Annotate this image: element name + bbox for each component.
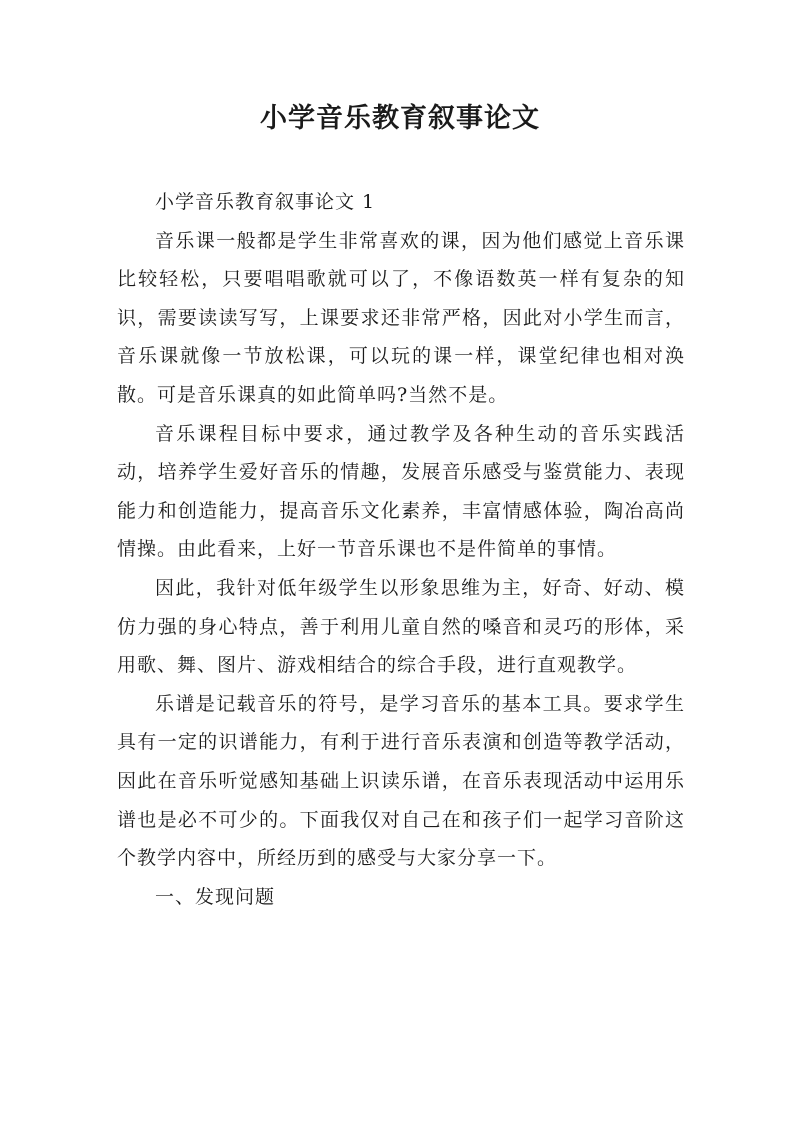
body-paragraph-1: 音乐课一般都是学生非常喜欢的课，因为他们感觉上音乐课比较轻松，只要唱唱歌就可以了，不像语数英一样有复杂的知识，需要读读写写，上课要求还非常严格，因此对小学生而言，音乐课就像一节放松课，可以玩的课一样，课堂纪律也相对涣散。可是音乐课真的如此简单吗?当然不是。: [117, 229, 685, 406]
document-title: 小学音乐教育叙事论文: [260, 103, 540, 134]
body-paragraph-2: 音乐课程目标中要求，通过教学及各种生动的音乐实践活动，培养学生爱好音乐的情趣，发展音乐感受与鉴赏能力、表现能力和创造能力，提高音乐文化素养，丰富情感体验，陶冶高尚情操。由此看来，上好一节音乐课也不是件简单的事情。: [117, 422, 685, 561]
document-body: [117, 183, 685, 916]
section-heading: 一、发现问题: [155, 885, 276, 908]
section-subtitle: 小学音乐教育叙事论文 1: [155, 191, 376, 213]
body-paragraph-3: 因此，我针对低年级学生以形象思维为主，好奇、好动、模仿力强的身心特点，善于利用儿童自然的嗓音和灵巧的形体，采用歌、舞、图片、游戏相结合的综合手段，进行直观教学。: [117, 576, 685, 677]
body-paragraph-4: 乐谱是记载音乐的符号，是学习音乐的基本工具。要求学生具有一定的识谱能力，有利于进行音乐表演和创造等教学活动，因此在音乐听觉感知基础上识读乐谱，在音乐表现活动中运用乐谱也是必不可少的。下面我仅对自己在和孩子们一起学习音阶这个教学内容中，所经历到的感受与大家分享一下。: [117, 692, 685, 870]
